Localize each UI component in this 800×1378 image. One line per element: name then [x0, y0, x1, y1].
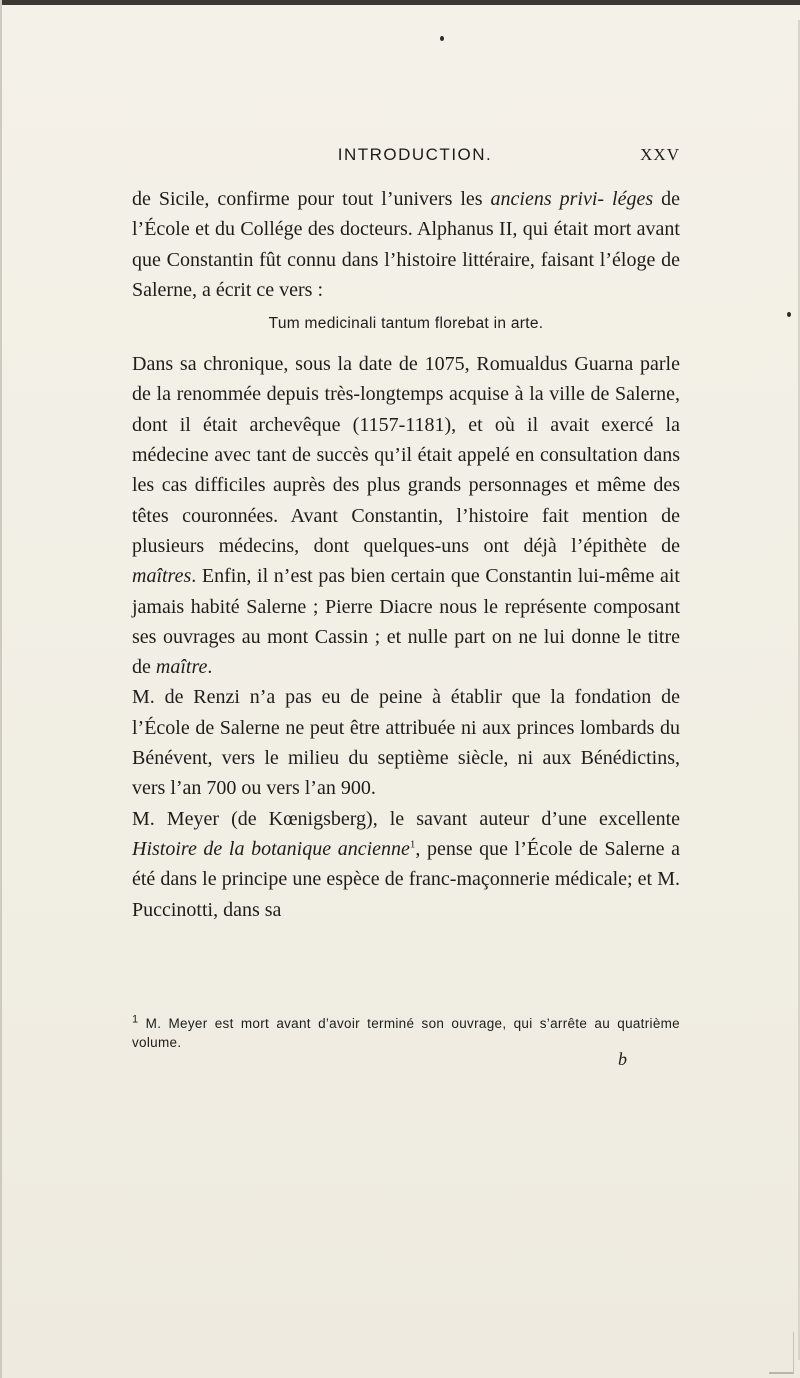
text-run: . Enfin, il n’est pas bien certain que Constantin lui-même ait jamais habité Salerne ; Pierre Diacre nous le représente composant ses ouvrages au mont Cassin ; et nulle part on ne lui donne le titre de	[132, 565, 680, 679]
footnote-text: M. Meyer est mort avant d’avoir terminé son ouvrage, qui s’arrête au quatrième volume.	[132, 1016, 680, 1050]
running-head: INTRODUCTION.	[337, 145, 493, 164]
footnote	[132, 1014, 680, 1052]
paragraph	[132, 682, 680, 803]
page-header	[150, 145, 680, 169]
text-run: Dans sa chronique, sous la date de 1075, Romualdus Guarna parle de la renommée depuis très-longtemps acquise à la ville de Salerne, dont il était archevêque (1157-1181), et où il avait exercé la médecine avec tant de succès qu’il était appelé en consultation dans les cas difficiles auprès des plus grands personnages et même des têtes couronnées. Avant Constantin, l’histoire fait mention de plusieurs médecins, dont quelques-uns ont déjà l’épithète de	[132, 353, 680, 557]
footnote-ref: 1	[409, 838, 416, 851]
italic-run: Histoire de la botanique ancienne	[132, 837, 410, 860]
quoted-verse: Tum medicinali tantum florebat in arte.	[268, 315, 544, 333]
paragraph	[132, 184, 680, 305]
text-run: M. Meyer (de Kœnigsberg), le savant auteur d’une excellente	[132, 807, 680, 830]
ink-speck	[440, 36, 444, 41]
text-run: , pense que l’École de Salerne a été dans le principe une espèce de franc-maçonnerie médicale; et M. Puccinotti, dans sa	[132, 837, 680, 921]
page-top-edge	[0, 0, 800, 5]
page-number: XXV	[640, 145, 680, 164]
page-corner-fold	[769, 1332, 794, 1374]
ink-speck	[787, 312, 791, 317]
signature-mark: b	[618, 1049, 627, 1069]
body-text	[132, 184, 680, 925]
text-run: M. de Renzi n’a pas eu de peine à établir que la fondation de l’École de Salerne ne peut être attribuée ni aux princes lombards du Bénévent, vers le milieu du septième siècle, ni aux Bénédictins, vers l’an 700 ou vers l’an 900.	[132, 686, 680, 800]
italic-run: maître	[155, 656, 208, 679]
text-run: de Sicile, confirme pour tout l’univers les	[132, 188, 491, 210]
text-run: .	[207, 656, 213, 679]
footnote-mark: 1	[132, 1013, 139, 1026]
italic-run: maîtres	[132, 565, 192, 588]
page-left-edge	[0, 0, 2, 1378]
paragraph	[132, 349, 680, 682]
paragraph	[132, 804, 680, 925]
italic-run: anciens privi- léges	[490, 188, 654, 210]
text-run: de l’École et du Collége des docteurs. Alphanus II, qui était mort avant que Constantin fût connu dans l’histoire littéraire, faisant l’éloge de Salerne, a écrit ce vers :	[132, 188, 680, 301]
